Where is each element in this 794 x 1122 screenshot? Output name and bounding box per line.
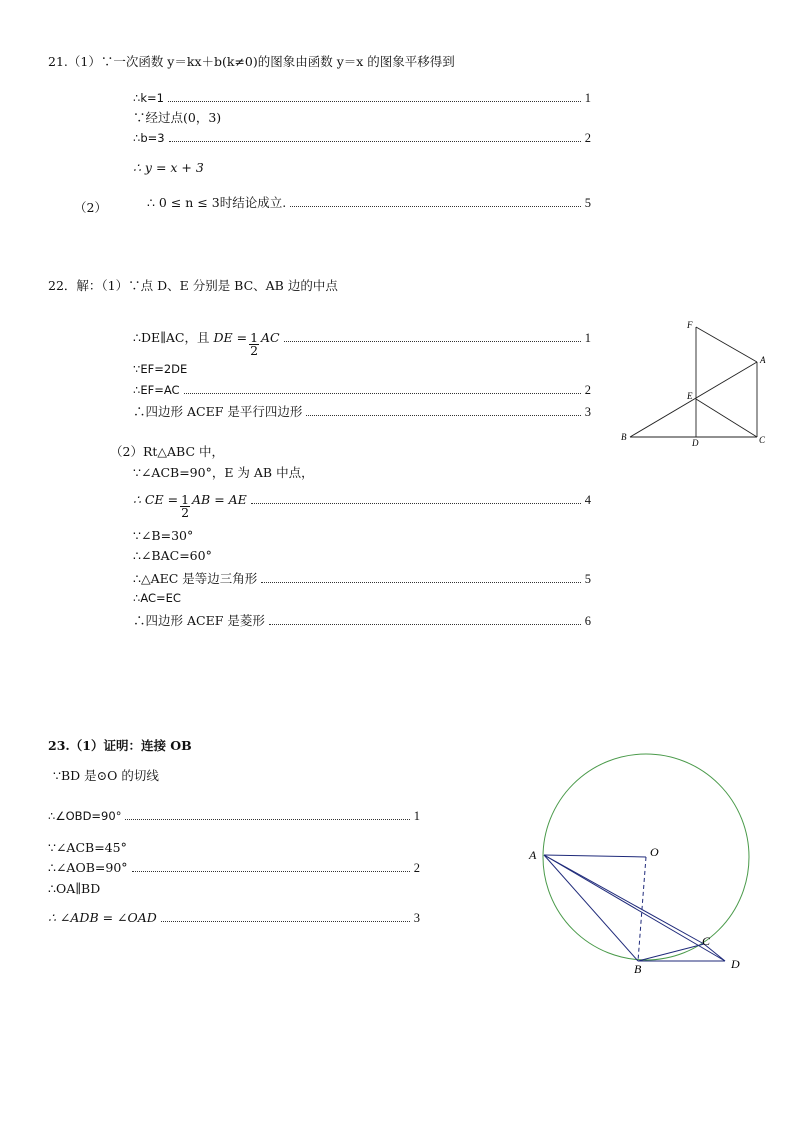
q22-line-9: ∴△AEC 是等边三角形 5 — [133, 571, 591, 586]
q22-line-5: ∵∠ACB=90°，E 为 AB 中点， — [133, 465, 314, 480]
q23-header: 23.（1）证明：连接 OB — [48, 738, 192, 753]
q23-line-2: ∴∠OBD=90° 1 — [48, 809, 420, 823]
q22-line-7: ∵∠B=30° — [133, 528, 194, 543]
fraction-half: $\frac{1}{2}$ — [181, 492, 190, 520]
q23-line-5: ∴OA∥BD — [48, 881, 101, 896]
q22-line-10: ∴AC=EC — [133, 591, 181, 605]
q23-line-6: ∴ ∠ADB = ∠OAD 3 — [48, 910, 420, 925]
label-B: B — [621, 432, 627, 442]
label-C: C — [759, 435, 766, 445]
q22-line-11: ∴四边形 ACEF 是菱形 6 — [133, 613, 591, 628]
q22-header: 22．解：（1）∵点 D、E 分别是 BC、AB 边的中点 — [48, 278, 338, 293]
label-B: B — [634, 962, 642, 976]
q22-line-2: ∵EF=2DE — [133, 362, 188, 376]
q22-line-6: ∴ CE = $\frac{1}{2}$ AB = AE 4 — [133, 492, 591, 520]
label-A: A — [760, 355, 766, 365]
q22-part2-label: （2）Rt△ABC 中， — [110, 444, 224, 459]
q23-figure — [520, 740, 775, 985]
q21-line-1: ∴k=1 1 — [133, 91, 591, 105]
q21-part2-label: （2） — [74, 200, 107, 215]
q22-line-4: ∴四边形 ACEF 是平行四边形 3 — [133, 404, 591, 419]
q21-line-4: ∴ y = x + 3 — [133, 160, 204, 175]
label-E: E — [687, 391, 693, 401]
q21-line-2: ∵经过点(0，3) — [133, 110, 222, 125]
q23-line-3: ∵∠ACB=45° — [48, 840, 127, 855]
label-A: A — [529, 848, 537, 862]
q22-line-8: ∴∠BAC=60° — [133, 548, 212, 563]
q22-line-1: ∴DE∥AC，且 DE = $\frac{1}{2}$ AC 1 — [133, 330, 591, 358]
q22-line-3: ∴EF=AC 2 — [133, 383, 591, 397]
label-C: C — [702, 934, 711, 948]
q23-line-1: ∵BD 是⊙O 的切线 — [53, 768, 159, 783]
label-F: F — [687, 320, 693, 330]
q21-line-3: ∴b=3 2 — [133, 131, 591, 145]
label-D: D — [692, 438, 699, 448]
label-D: D — [731, 957, 740, 971]
q22-figure — [615, 315, 775, 450]
q21-line-5: ∴ 0 ≤ n ≤ 3时结论成立. 5 — [147, 195, 591, 210]
fraction-half: $\frac{1}{2}$ — [250, 330, 259, 358]
label-O: O — [650, 845, 659, 859]
q21-header: 21.（1）∵一次函数 y＝kx＋b(k≠0)的图象由函数 y＝x 的图象平移得到 — [48, 54, 455, 69]
q23-line-4: ∴∠AOB=90° 2 — [48, 860, 420, 875]
